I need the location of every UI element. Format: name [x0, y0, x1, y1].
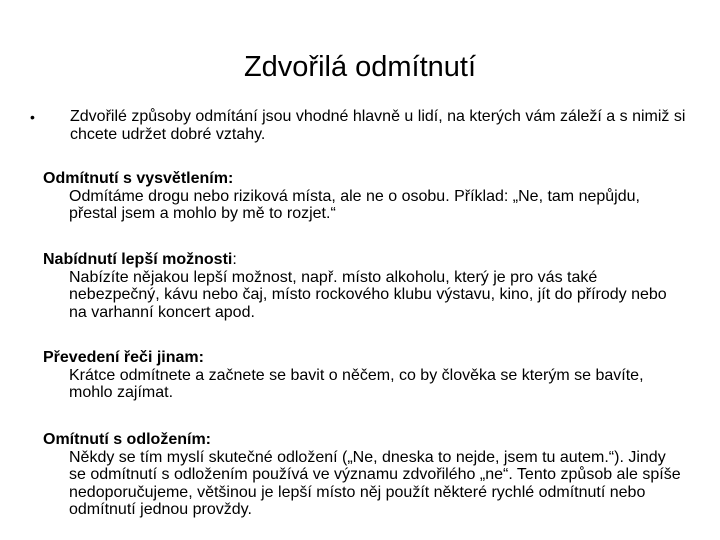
- section-change-topic: [43, 349, 683, 402]
- section-heading: Omítnutí s odložením:: [43, 431, 211, 448]
- section-body: Někdy se tím myslí skutečné odložení („Ne, dneska to nejde, jsem tu autem.“). Jindy se odmítnutí s odložením používá ve významu zdvořilého „ne“. Tento způsob ale spíše nedoporučujeme, většinou je lepší místo něj použít některé rychlé odmítnutí nebo odmítnutí jednou provždy.: [69, 448, 681, 518]
- intro-text: Zdvořilé způsoby odmítání jsou vhodné hlavně u lidí, na kterých vám záleží a s nimiž si chcete udržet dobré vztahy.: [70, 108, 686, 143]
- bullet-icon: •: [30, 109, 35, 125]
- section-postpone: [43, 431, 683, 519]
- section-heading: Převedení řeči jinam:: [43, 349, 204, 366]
- slide-title: Zdvořilá odmítnutí: [243, 51, 477, 83]
- section-better-option: [43, 251, 683, 321]
- section-heading: Odmítnutí s vysvětlením:: [43, 170, 234, 187]
- section-body: Krátce odmítnete a začnete se bavit o něčem, co by člověka se kterým se bavíte, mohlo zajímat.: [69, 366, 644, 401]
- section-body: Nabízíte nějakou lepší možnost, např. místo alkoholu, který je pro vás také nebezpečný, kávu nebo čaj, místo rockového klubu výstavu, kino, jít do přírody nebo na varhanní koncert apod.: [69, 268, 667, 321]
- section-explanation: [43, 170, 683, 223]
- section-body: Odmítáme drogu nebo riziková místa, ale ne o osobu. Příklad: „Ne, tam nepůjdu, přestal jsem a mohlo by mě to rozjet.“: [69, 187, 640, 222]
- section-heading: Nabídnutí lepší možnosti:: [43, 251, 237, 268]
